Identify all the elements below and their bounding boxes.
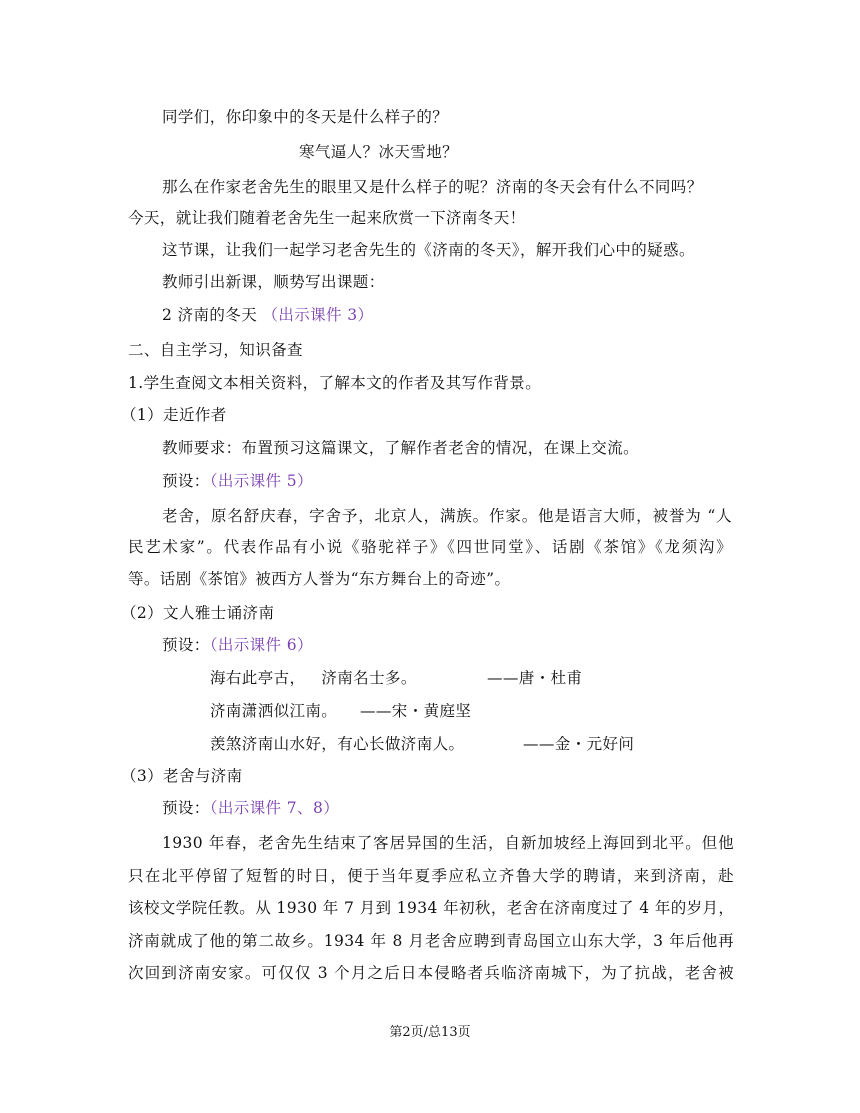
section-heading: 二、自主学习，知识备查 [128,341,303,359]
preset-label: 预设： [162,472,210,490]
paragraph-line: 济南就成了他的第二故乡。1934 年 8 月老舍应聘到青岛国立山东大学，3 年后他再 [128,932,734,950]
preset-line [162,471,313,491]
poem-line: 海右此亭古， 济南名士多。 [210,669,417,687]
poem-attribution: ——金・元好问 [523,735,635,753]
paragraph-line: 今天，就让我们随着老舍先生一起来欣赏一下济南冬天！ [128,209,526,227]
numbered-item: 1.学生查阅文本相关资料，了解本文的作者及其写作背景。 [128,374,542,392]
preset-line [162,798,339,818]
paragraph-line: 等。话剧《茶馆》被西方人誉为“东方舞台上的奇迹”。 [128,570,511,588]
question-line: 同学们，你印象中的冬天是什么样子的？ [162,108,449,126]
poem-attribution: ——宋・黄庭坚 [360,702,472,720]
question-answer-line: 寒气逼人？冰天雪地？ [299,143,459,161]
courseware-reference: （出示课件 6） [209,636,313,654]
paragraph-line: 这节课，让我们一起学习老舍先生的《济南的冬天》，解开我们心中的疑惑。 [162,241,695,259]
courseware-reference: （出示课件 3） [262,306,374,324]
page-number: 第2页/总13页 [389,1025,471,1040]
paragraph-line: 老舍，原名舒庆春，字舍予，北京人，满族。作家。他是语言大师，被誉为 “人 [162,507,732,525]
paragraph-line: 教师引出新课，顺势写出课题： [162,273,385,291]
lesson-title-line [162,305,373,325]
preset-label: 预设： [162,636,210,654]
subsection-heading: （2）文人雅士诵济南 [121,604,275,622]
subsection-heading: （3）老舍与济南 [121,767,243,785]
paragraph-line: 次回到济南安家。可仅仅 3 个月之后日本侵略者兵临济南城下，为了抗战，老舍被 [128,964,734,982]
paragraph-line: 教师要求：布置预习这篇课文，了解作者老舍的情况，在课上交流。 [162,439,640,457]
preset-label: 预设： [162,799,210,817]
poem-line: 济南潇洒似江南。 [210,702,338,720]
paragraph-line: 该校文学院任教。从 1930 年 7 月到 1934 年初秋，老舍在济南度过了 4 年的岁月， [128,899,735,917]
poem-attribution: ——唐・杜甫 [487,669,583,687]
courseware-reference: （出示课件 7、8） [209,799,340,817]
paragraph-line: 只在北平停留了短暂的时日，便于当年夏季应私立齐鲁大学的聘请，来到济南，赴 [128,867,734,885]
paragraph-line: 民艺术家”。代表作品有小说《骆驼祥子》《四世同堂》、话剧《茶馆》《龙须沟》 [128,538,732,556]
subsection-heading: （1）走近作者 [121,406,227,424]
paragraph-line: 那么在作家老舍先生的眼里又是什么样子的呢？济南的冬天会有什么不同吗？ [162,178,703,196]
courseware-reference: （出示课件 5） [209,472,313,490]
lesson-title: 2 济南的冬天 [162,306,258,324]
preset-line [162,635,313,655]
paragraph-line: 1930 年春，老舍先生结束了客居异国的生活，自新加坡经上海回到北平。但他 [162,834,734,852]
poem-line: 羡煞济南山水好，有心长做济南人。 [210,735,465,753]
